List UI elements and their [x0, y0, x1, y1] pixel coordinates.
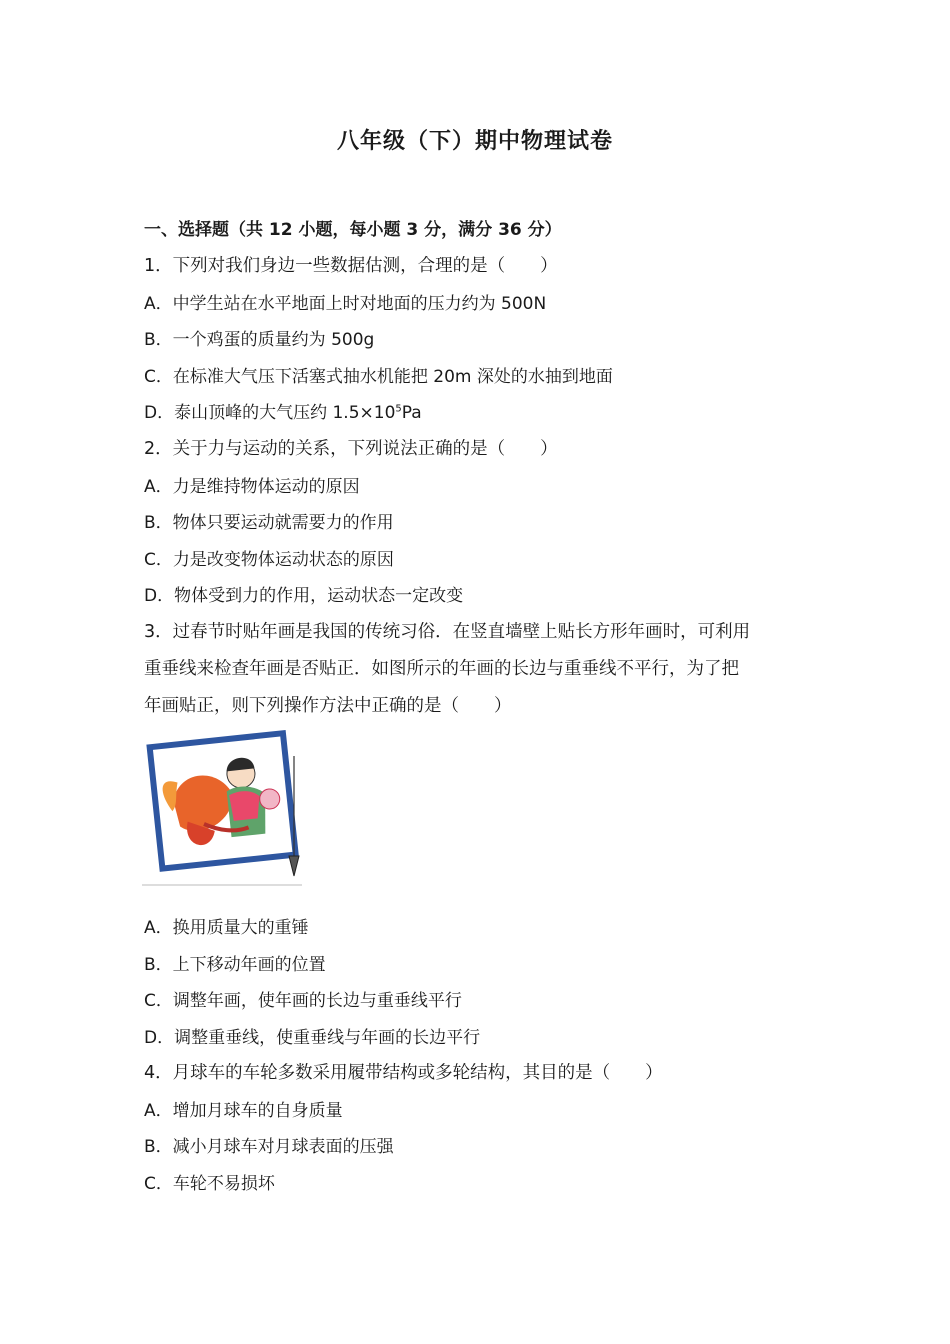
question-2-option-b: B．物体只要运动就需要力的作用 — [144, 513, 394, 533]
question-3-stem-line-3: 年画贴正，则下列操作方法中正确的是（ ） — [144, 696, 512, 716]
question-1-option-c: C．在标准大气压下活塞式抽水机能把 20m 深处的水抽到地面 — [144, 367, 613, 387]
page-title: 八年级（下）期中物理试卷 — [336, 129, 613, 154]
question-4-option-c: C．车轮不易损坏 — [144, 1174, 275, 1194]
question-4-option-a: A．增加月球车的自身质量 — [144, 1101, 343, 1121]
question-1-stem: 1．下列对我们身边一些数据估测，合理的是（ ） — [144, 256, 558, 276]
question-2-option-a: A．力是维持物体运动的原因 — [144, 477, 360, 497]
question-1-option-d — [144, 398, 422, 423]
question-1-option-a: A．中学生站在水平地面上时对地面的压力约为 500N — [144, 294, 547, 314]
option-d-text: D．泰山顶峰的大气压约 1.5×10 — [144, 403, 396, 423]
question-4-option-b: B．减小月球车对月球表面的压强 — [144, 1137, 394, 1157]
option-d-unit: Pa — [401, 403, 422, 423]
option-d-exponent: 5 — [395, 403, 402, 415]
question-2-option-c: C．力是改变物体运动状态的原因 — [144, 550, 394, 570]
question-3-stem-line-1: 3．过春节时贴年画是我国的传统习俗．在竖直墙壁上贴长方形年画时，可利用 — [144, 622, 751, 642]
new-year-picture-illustration — [142, 726, 304, 888]
question-3-option-a: A．换用质量大的重锤 — [144, 918, 309, 938]
question-3-option-d: D．调整重垂线，使重垂线与年画的长边平行 — [144, 1028, 481, 1048]
plumb-bob-icon — [289, 856, 299, 876]
new-year-picture-figure — [142, 726, 304, 888]
question-3-stem-line-2: 重垂线来检查年画是否贴正．如图所示的年画的长边与重垂线不平行，为了把 — [144, 659, 739, 679]
section-heading: 一、选择题（共 12 小题，每小题 3 分，满分 36 分） — [144, 220, 562, 240]
question-3-option-c: C．调整年画，使年画的长边与重垂线平行 — [144, 991, 462, 1011]
question-4-stem: 4．月球车的车轮多数采用履带结构或多轮结构，其目的是（ ） — [144, 1063, 663, 1083]
question-2-stem: 2．关于力与运动的关系，下列说法正确的是（ ） — [144, 439, 558, 459]
question-1-option-b: B．一个鸡蛋的质量约为 500g — [144, 330, 375, 350]
question-2-option-d: D．物体受到力的作用，运动状态一定改变 — [144, 586, 464, 606]
question-3-option-b: B．上下移动年画的位置 — [144, 955, 326, 975]
